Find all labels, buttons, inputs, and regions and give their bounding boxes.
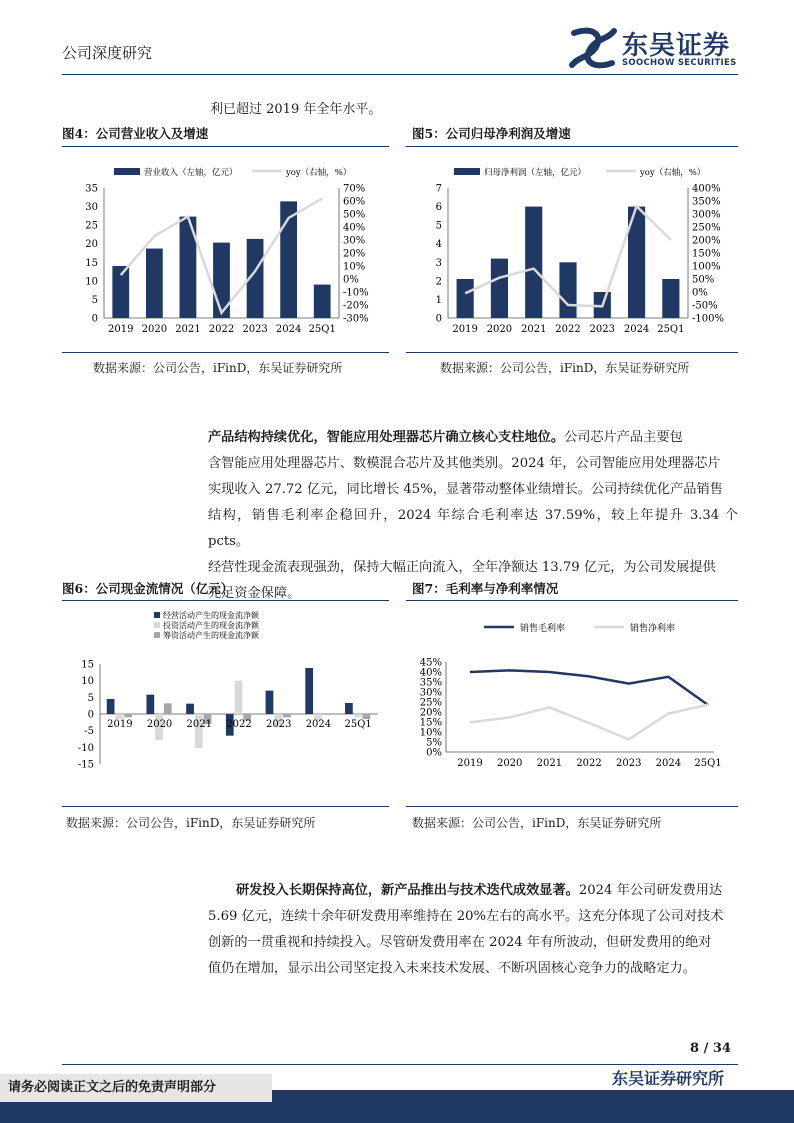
left-tick-label: 20 [85, 239, 98, 251]
fig6-source: 数据来源：公司公告，iFinD，东吴证券研究所 [66, 816, 316, 830]
fig6-chart [62, 604, 389, 804]
para2-lead: 研发投入长期保持高位，新产品推出与技术迭代成效显著。 [236, 883, 579, 898]
section-label: 公司深度研究 [62, 44, 153, 62]
right-tick-label: 400% [692, 183, 721, 195]
y-tick-label: 5% [426, 737, 442, 749]
left-tick-label: 6 [435, 202, 442, 214]
bar [662, 279, 679, 318]
y-tick-label: 0 [87, 709, 94, 721]
x-tick-label: 2020 [146, 719, 173, 730]
right-tick-label: -50% [692, 300, 718, 312]
para2-line: 5.69 亿元，连续十余年研发费用率维持在 20%左右的高水平。这充分体现了公司对技术 [208, 909, 724, 924]
left-tick-label: 5 [435, 220, 442, 232]
fig5-bottom-rule [406, 352, 738, 353]
right-tick-label: -20% [343, 300, 369, 312]
y-tick-label: -10 [77, 742, 94, 754]
cashflow-bar [235, 681, 243, 714]
fig4-bottom-rule [62, 352, 389, 353]
footer-divider [62, 1064, 738, 1065]
y-tick-label: 10% [419, 727, 442, 739]
right-tick-label: 70% [343, 183, 366, 195]
left-tick-label: 15 [85, 257, 98, 269]
legend-swatch [154, 632, 160, 638]
fig6-title: 图6：公司现金流情况（亿元） [62, 581, 234, 596]
right-tick-label: 300% [692, 209, 721, 221]
fig7-source: 数据来源：公司公告，iFinD，东吴证券研究所 [412, 816, 662, 830]
para1-line: 充足资金保障。 [208, 586, 301, 601]
legend-bar-label: 营业收入（左轴，亿元） [144, 168, 238, 178]
x-tick-label: 2021 [520, 324, 547, 335]
x-tick-label: 2019 [452, 324, 478, 335]
para1-line: 经营性现金流表现强劲，保持大幅正向流入，全年净额达 13.79 亿元，为公司发展提供 [208, 560, 716, 575]
cashflow-bar [164, 703, 172, 714]
x-tick-label: 2021 [186, 719, 213, 730]
cashflow-bar [146, 695, 154, 714]
para2-line: 创新的一贯重视和持续投入。尽管研发费用率在 2024 年有所波动，但研发费用的绝对 [208, 935, 712, 950]
right-tick-label: 200% [692, 235, 721, 247]
left-tick-label: 4 [435, 239, 442, 251]
y-tick-label: 15% [419, 717, 442, 729]
fig5-chart [406, 150, 738, 346]
right-tick-label: -100% [692, 313, 724, 325]
right-tick-label: 0% [343, 274, 359, 286]
x-tick-label: 2019 [108, 324, 134, 335]
y-tick-label: 40% [419, 667, 442, 679]
para1-line: 结构，销售毛利率企稳回升，2024 年综合毛利率达 37.59%，较上年提升 3.34 个 pcts。 [208, 508, 738, 549]
cashflow-bar [186, 704, 194, 714]
left-tick-label: 0 [91, 313, 98, 325]
y-tick-label: -5 [84, 726, 94, 738]
fig5-source: 数据来源：公司公告，iFinD，东吴证券研究所 [440, 361, 690, 375]
cashflow-bar [305, 668, 313, 714]
left-tick-label: 1 [435, 294, 442, 306]
legend-label: 筹资活动产生的现金流净额 [163, 631, 259, 640]
left-tick-label: 5 [91, 294, 98, 306]
brand-name-cn: 东吴证券 [622, 31, 731, 61]
fig7-title: 图7：毛利率与净利率情况 [412, 581, 559, 596]
y-tick-label: 20% [419, 707, 442, 719]
fig7-chart [406, 604, 738, 804]
right-tick-label: 250% [692, 222, 721, 234]
para1-lead: 产品结构持续优化，智能应用处理器芯片确立核心支柱地位。 [208, 430, 565, 445]
x-tick-label: 2022 [226, 719, 252, 730]
cashflow-bar [107, 699, 115, 714]
y-tick-label: -15 [77, 759, 94, 771]
right-tick-label: 30% [343, 235, 366, 247]
right-tick-label: 40% [343, 222, 366, 234]
x-tick-label: 2019 [457, 758, 483, 769]
fig5-top-rule [406, 146, 738, 147]
page-number: 8 / 34 [690, 1041, 731, 1056]
fig4-chart [62, 150, 389, 346]
paragraph-rnd [208, 878, 738, 982]
legend-bar-swatch [114, 168, 140, 175]
x-tick-label: 2023 [615, 758, 642, 769]
x-tick-label: 2024 [655, 758, 682, 769]
right-tick-label: 10% [343, 261, 366, 273]
legend-label: 投资活动产生的现金流净额 [163, 621, 259, 630]
bar [559, 262, 576, 318]
left-tick-label: 10 [85, 276, 98, 288]
bar [146, 249, 163, 318]
gross-margin-line [470, 670, 708, 705]
x-tick-label: 2023 [242, 324, 268, 335]
fig6-bottom-rule [62, 806, 389, 807]
left-tick-label: 25 [85, 220, 98, 232]
x-tick-label: 2021 [175, 324, 201, 335]
x-tick-label: 2024 [623, 324, 650, 335]
x-tick-label: 2024 [305, 719, 332, 730]
x-tick-label: 25Q1 [344, 719, 372, 730]
para1-line: 实现收入 27.72 亿元，同比增长 45%，显著带动整体业绩增长。公司持续优化产品销售 [208, 482, 723, 497]
x-tick-label: 2020 [141, 324, 168, 335]
header-divider [62, 74, 738, 75]
para2-line: 值仍在增加，显示出公司坚定投入未来技术发展、不断巩固核心竞争力的战略定力。 [208, 961, 696, 976]
bar [457, 279, 474, 318]
right-tick-label: 100% [692, 261, 721, 273]
y-tick-label: 35% [419, 677, 442, 689]
right-tick-label: 50% [692, 274, 715, 286]
left-tick-label: 35 [85, 183, 98, 195]
right-tick-label: -30% [343, 313, 369, 325]
para1-line: 公司芯片产品主要包 [564, 430, 683, 445]
fig6-top-rule [62, 600, 389, 601]
x-tick-label: 2019 [107, 719, 133, 730]
x-tick-label: 2023 [265, 719, 292, 730]
x-tick-label: 2023 [589, 324, 616, 335]
footer-org: 东吴证券研究所 [612, 1069, 725, 1088]
brand-name-en: SOOCHOW SECURITIES [622, 58, 737, 68]
cashflow-bar [345, 703, 353, 714]
x-tick-label: 25Q1 [308, 324, 336, 335]
fig5-title: 图5：公司归母净利润及增速 [412, 126, 571, 141]
legend-swatch [154, 622, 160, 628]
disclaimer-note: 请务必阅读正文之后的免责声明部分 [0, 1074, 272, 1102]
legend-line-label: yoy（右轴，%） [640, 168, 706, 178]
legend-bar-label: 归母净利润（左轴，亿元） [484, 168, 587, 178]
left-tick-label: 7 [435, 183, 442, 195]
bar [314, 285, 331, 318]
fig4-source: 数据来源：公司公告，iFinD，东吴证券研究所 [93, 361, 343, 375]
cashflow-bar [354, 714, 362, 717]
y-tick-label: 0% [426, 747, 442, 759]
legend-bar-swatch [454, 168, 480, 175]
fig7-top-rule [406, 600, 738, 601]
legend-swatch [154, 612, 160, 618]
x-tick-label: 25Q1 [657, 324, 685, 335]
fig4-top-rule [62, 146, 389, 147]
legend-label: 销售毛利率 [520, 624, 566, 634]
y-tick-label: 5 [87, 692, 94, 704]
right-tick-label: 150% [692, 248, 721, 260]
brand-logo-icon [568, 27, 618, 69]
left-tick-label: 3 [435, 257, 442, 269]
x-tick-label: 2020 [486, 324, 513, 335]
cashflow-bar [124, 714, 132, 717]
y-tick-label: 15 [81, 659, 94, 671]
para1-line: 含智能应用处理器芯片、数模混合芯片及其他类别。2024 年，公司智能应用处理器芯片 [208, 456, 721, 471]
legend-label: 销售净利率 [630, 624, 676, 634]
fig7-bottom-rule [406, 806, 738, 807]
right-tick-label: 60% [343, 196, 366, 208]
x-tick-label: 2024 [275, 324, 302, 335]
left-tick-label: 2 [435, 276, 442, 288]
cashflow-bar [283, 714, 291, 717]
legend-label: 经营活动产生的现金流净额 [163, 611, 259, 620]
y-tick-label: 45% [419, 657, 442, 669]
bar [525, 207, 542, 318]
y-tick-label: 10 [81, 676, 94, 688]
x-tick-label: 25Q1 [694, 758, 722, 769]
x-tick-label: 2021 [536, 758, 563, 769]
cashflow-bar [266, 691, 274, 714]
x-tick-label: 2022 [576, 758, 602, 769]
x-tick-label: 2022 [208, 324, 235, 335]
left-tick-label: 30 [85, 202, 98, 214]
net-margin-line [470, 705, 708, 740]
x-tick-label: 2020 [496, 758, 523, 769]
fig4-title: 图4：公司营业收入及增速 [62, 126, 209, 141]
legend-line-label: yoy（右轴，%） [286, 168, 352, 178]
x-tick-label: 2022 [555, 324, 581, 335]
para2-line: 2024 年公司研发费用达 [578, 883, 723, 898]
intro-text: 利已超过 2019 年全年水平。 [210, 102, 382, 117]
y-tick-label: 25% [419, 697, 442, 709]
right-tick-label: 350% [692, 196, 721, 208]
bar [491, 259, 508, 318]
right-tick-label: -10% [343, 287, 369, 299]
y-tick-label: 30% [419, 687, 442, 699]
right-tick-label: 20% [343, 248, 366, 260]
right-tick-label: 50% [343, 209, 366, 221]
left-tick-label: 0 [435, 313, 442, 325]
right-tick-label: 0% [692, 287, 708, 299]
